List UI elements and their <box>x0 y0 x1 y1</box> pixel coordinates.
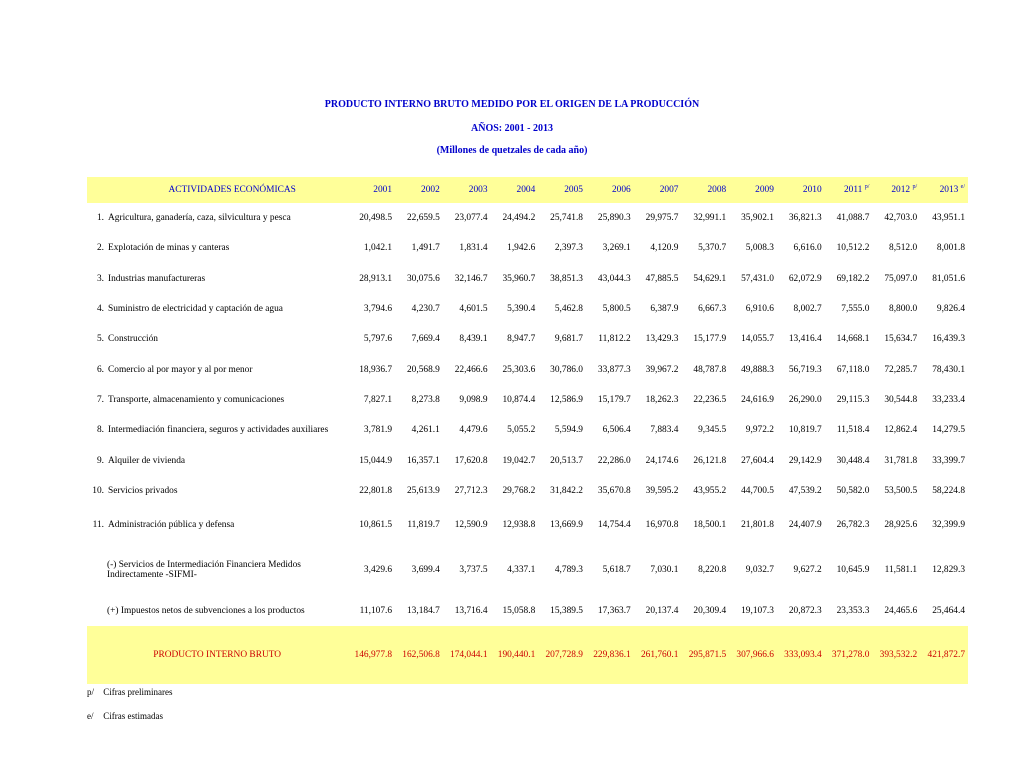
header-year: 2010 <box>802 185 822 195</box>
footnote-text: Cifras preliminares <box>103 687 173 697</box>
table-cell: 4,337.1 <box>507 564 536 575</box>
header-year: 2009 <box>755 185 774 195</box>
table-cell: 5,462.8 <box>554 304 583 315</box>
table-cell: 25,613.9 <box>406 485 440 496</box>
units-subtitle: (Millones de quetzales de cada año) <box>436 145 588 156</box>
table-row <box>87 203 968 233</box>
table-cell: 7,030.1 <box>650 564 679 575</box>
table-cell: 8,947.7 <box>507 334 536 345</box>
table-cell: 15,044.9 <box>359 455 393 466</box>
footnote-mark: e/ <box>87 711 94 721</box>
table-cell: 9,345.5 <box>698 425 727 436</box>
table-cell: 50,582.0 <box>836 485 870 496</box>
table-cell: 190,440.1 <box>497 649 536 660</box>
page-title: PRODUCTO INTERNO BRUTO MEDIDO POR EL ORIGEN DE LA PRODUCCIÓN <box>324 99 700 110</box>
table-cell: 30,786.0 <box>550 364 583 375</box>
table-cell: 14,055.7 <box>741 334 774 345</box>
table-cell: 261,760.1 <box>640 649 679 660</box>
row-label: 10. Servicios privados <box>92 485 178 496</box>
table-cell: 8,001.8 <box>936 243 965 254</box>
table-row <box>87 415 968 445</box>
row-label: (+) Impuestos netos de subvenciones a los productos <box>107 605 305 616</box>
header-year: 2001 <box>373 185 393 195</box>
table-row <box>87 324 968 354</box>
table-cell: 13,416.4 <box>788 334 822 345</box>
table-cell: 12,586.9 <box>550 394 583 405</box>
table-cell: 4,601.5 <box>459 304 488 315</box>
table-cell: 25,464.4 <box>932 605 965 616</box>
table-cell: 9,627.2 <box>793 564 822 575</box>
table-cell: 6,616.0 <box>793 243 822 254</box>
table-cell: 20,513.7 <box>550 455 583 466</box>
table-cell: 10,874.4 <box>502 394 536 405</box>
table-cell: 9,826.4 <box>936 304 965 315</box>
table-cell: 33,399.7 <box>932 455 965 466</box>
table-cell: 13,716.4 <box>454 605 488 616</box>
header-year: 2007 <box>659 185 679 195</box>
table-cell: 32,146.7 <box>454 273 488 284</box>
table-cell: 11,518.4 <box>836 425 870 436</box>
table-cell: 5,594.9 <box>554 425 583 436</box>
table-cell: 8,002.7 <box>793 304 822 315</box>
table-row <box>87 445 968 475</box>
table-cell: 14,668.1 <box>836 334 870 345</box>
table-cell: 3,429.6 <box>363 564 393 575</box>
table-cell: 18,500.1 <box>693 519 727 530</box>
table-cell: 15,058.8 <box>502 605 536 616</box>
table-cell: 31,781.8 <box>884 455 918 466</box>
table-cell: 3,737.5 <box>459 564 488 575</box>
table-cell: 39,967.2 <box>645 364 679 375</box>
table-cell: 3,794.6 <box>363 304 393 315</box>
table-cell: 7,827.1 <box>363 394 393 405</box>
gdp-table <box>87 177 968 684</box>
years-subtitle: AÑOS: 2001 - 2013 <box>471 123 553 134</box>
table-cell: 29,975.7 <box>645 213 679 224</box>
table-cell: 2,397.3 <box>554 243 583 254</box>
table-cell: 4,261.1 <box>411 425 440 436</box>
table-cell: 5,800.5 <box>602 304 631 315</box>
table-cell: 14,279.5 <box>932 425 965 436</box>
table-cell: 58,224.8 <box>932 485 965 496</box>
table-cell: 16,357.1 <box>406 455 440 466</box>
table-cell: 15,179.7 <box>597 394 631 405</box>
header-year: 2008 <box>707 185 727 195</box>
row-label: 3. Industrias manufactureras <box>96 273 206 284</box>
table-cell: 16,439.3 <box>932 334 965 345</box>
table-cell: 207,728.9 <box>545 649 583 660</box>
table-cell: 5,797.6 <box>363 334 393 345</box>
table-cell: 11,107.6 <box>359 605 393 616</box>
table-cell: 20,137.4 <box>645 605 679 616</box>
table-cell: 18,936.7 <box>359 364 393 375</box>
table-cell: 22,236.5 <box>693 394 727 405</box>
table-cell: 10,645.9 <box>836 564 870 575</box>
table-cell: 19,107.3 <box>741 605 774 616</box>
table-cell: 49,888.3 <box>741 364 774 375</box>
table-cell: 12,938.8 <box>502 519 536 530</box>
table-cell: 28,925.6 <box>884 519 918 530</box>
total-row <box>87 626 968 684</box>
table-row <box>87 385 968 415</box>
table-cell: 20,568.9 <box>406 364 440 375</box>
table-cell: 1,831.4 <box>459 243 488 254</box>
table-cell: 24,407.9 <box>788 519 822 530</box>
table-cell: 24,494.2 <box>502 213 536 224</box>
table-cell: 62,072.9 <box>788 273 822 284</box>
footnote-estimated <box>87 711 163 721</box>
table-cell: 1,042.1 <box>363 243 393 254</box>
table-cell: 72,285.7 <box>884 364 918 375</box>
row-label: 8. Intermediación financiera, seguros y actividades auxiliares <box>96 425 329 436</box>
table-cell: 57,431.0 <box>741 273 774 284</box>
table-cell: 43,951.1 <box>932 213 965 224</box>
table-cell: 6,506.4 <box>602 425 631 436</box>
footnote-text: Cifras estimadas <box>103 711 163 721</box>
table-cell: 75,097.0 <box>884 273 918 284</box>
footnote-preliminary <box>87 687 172 697</box>
row-label: 4. Suministro de electricidad y captación de agua <box>96 304 283 315</box>
table-cell: 146,977.8 <box>354 649 393 660</box>
row-label: 6. Comercio al por mayor y al por menor <box>96 364 253 375</box>
table-cell: 5,618.7 <box>602 564 631 575</box>
table-cell: 11,819.7 <box>407 519 440 530</box>
table-row <box>87 233 968 263</box>
table-row <box>87 264 968 294</box>
table-header-row <box>87 177 968 203</box>
table-cell: 17,363.7 <box>597 605 631 616</box>
table-cell: 6,910.6 <box>745 304 774 315</box>
table-cell: 26,290.0 <box>788 394 822 405</box>
table-cell: 3,269.1 <box>602 243 631 254</box>
table-cell: 25,303.6 <box>502 364 536 375</box>
table-cell: 44,700.5 <box>741 485 774 496</box>
table-cell: 20,309.4 <box>693 605 727 616</box>
table-cell: 33,233.4 <box>932 394 965 405</box>
table-cell: 29,115.3 <box>836 394 870 405</box>
table-cell: 7,555.0 <box>841 304 870 315</box>
table-cell: 27,712.3 <box>454 485 488 496</box>
table-cell: 8,800.0 <box>889 304 918 315</box>
table-cell: 43,044.3 <box>597 273 631 284</box>
table-cell: 14,754.4 <box>597 519 631 530</box>
table-cell: 8,439.1 <box>459 334 488 345</box>
table-cell: 23,077.4 <box>454 213 488 224</box>
table-cell: 8,512.0 <box>889 243 918 254</box>
sifmi-row <box>87 544 968 596</box>
table-cell: 22,286.0 <box>597 455 631 466</box>
table-cell: 28,913.1 <box>359 273 393 284</box>
table-cell: 30,544.8 <box>884 394 918 405</box>
table-cell: 162,506.8 <box>402 649 440 660</box>
table-cell: 32,399.9 <box>932 519 965 530</box>
table-cell: 48,787.8 <box>693 364 727 375</box>
table-cell: 8,220.8 <box>698 564 727 575</box>
table-cell: 5,390.4 <box>507 304 536 315</box>
table-cell: 15,177.9 <box>693 334 727 345</box>
table-cell: 43,955.2 <box>693 485 727 496</box>
table-row <box>87 476 968 506</box>
header-year: 2003 <box>468 185 488 195</box>
row-label: PRODUCTO INTERNO BRUTO <box>153 649 282 660</box>
table-cell: 22,801.8 <box>359 485 393 496</box>
table-cell: 1,491.7 <box>411 243 440 254</box>
table-cell: 15,634.7 <box>884 334 918 345</box>
table-cell: 25,741.8 <box>550 213 583 224</box>
table-cell: 10,819.7 <box>788 425 822 436</box>
table-cell: 33,877.3 <box>597 364 631 375</box>
table-cell: 5,008.3 <box>745 243 774 254</box>
table-cell: 26,782.3 <box>836 519 870 530</box>
table-cell: 32,991.1 <box>693 213 727 224</box>
table-cell: 29,142.9 <box>788 455 822 466</box>
table-cell: 27,604.4 <box>741 455 774 466</box>
table-row <box>87 506 968 544</box>
table-cell: 81,051.6 <box>932 273 965 284</box>
table-cell: 42,703.0 <box>884 213 918 224</box>
row-label: 2. Explotación de minas y canteras <box>96 243 230 254</box>
table-cell: 24,174.6 <box>645 455 679 466</box>
table-cell: 15,389.5 <box>550 605 583 616</box>
taxes-row <box>87 596 968 626</box>
table-cell: 69,182.2 <box>836 273 870 284</box>
header-year: 2012 $^{p/}$ <box>891 183 918 195</box>
table-cell: 78,430.1 <box>932 364 965 375</box>
row-label: 11. Administración pública y defensa <box>92 519 235 530</box>
table-cell: 38,851.3 <box>550 273 583 284</box>
table-cell: 4,789.3 <box>554 564 583 575</box>
table-cell: 47,885.5 <box>645 273 679 284</box>
table-cell: 24,616.9 <box>741 394 774 405</box>
table-row <box>87 294 968 324</box>
table-cell: 35,670.8 <box>597 485 631 496</box>
table-row <box>87 354 968 384</box>
table-cell: 4,120.9 <box>650 243 679 254</box>
table-cell: 67,118.0 <box>836 364 870 375</box>
header-year: 2005 <box>564 185 583 195</box>
table-cell: 295,871.5 <box>688 649 727 660</box>
table-cell: 6,387.9 <box>650 304 679 315</box>
table-cell: 8,273.8 <box>411 394 440 405</box>
table-cell: 18,262.3 <box>645 394 679 405</box>
table-cell: 10,861.5 <box>359 519 393 530</box>
table-cell: 5,370.7 <box>698 243 727 254</box>
table-cell: 30,448.4 <box>836 455 870 466</box>
table-cell: 21,801.8 <box>741 519 774 530</box>
table-cell: 30,075.6 <box>406 273 440 284</box>
header-year: 2013 $^{e/}$ <box>939 183 965 195</box>
row-label: 1. Agricultura, ganadería, caza, silvicultura y pesca <box>96 213 291 224</box>
table-cell: 53,500.5 <box>884 485 918 496</box>
table-cell: 4,479.6 <box>459 425 488 436</box>
table-cell: 47,539.2 <box>788 485 822 496</box>
table-cell: 22,659.5 <box>406 213 440 224</box>
table-cell: 3,699.4 <box>411 564 440 575</box>
table-cell: 7,883.4 <box>650 425 679 436</box>
table-cell: 229,836.1 <box>593 649 631 660</box>
table-cell: 3,781.9 <box>363 425 393 436</box>
table-cell: 29,768.2 <box>502 485 536 496</box>
table-cell: 11,812.2 <box>598 334 631 345</box>
table-cell: 174,044.1 <box>450 649 488 660</box>
table-cell: 23,353.3 <box>836 605 870 616</box>
table-cell: 56,719.3 <box>788 364 822 375</box>
footnote-mark: p/ <box>87 687 95 697</box>
table-cell: 1,942.6 <box>507 243 536 254</box>
table-cell: 12,829.3 <box>932 564 965 575</box>
table-cell: 20,872.3 <box>788 605 822 616</box>
table-cell: 11,581.1 <box>884 564 918 575</box>
table-cell: 421,872.7 <box>927 649 965 660</box>
table-cell: 13,184.7 <box>406 605 440 616</box>
table-cell: 6,667.3 <box>698 304 727 315</box>
table-cell: 393,532.2 <box>879 649 918 660</box>
header-year: 2006 <box>611 185 631 195</box>
table-cell: 9,972.2 <box>745 425 774 436</box>
table-cell: 20,498.5 <box>359 213 393 224</box>
table-cell: 24,465.6 <box>884 605 918 616</box>
table-cell: 12,862.4 <box>884 425 918 436</box>
table-cell: 4,230.7 <box>411 304 440 315</box>
table-cell: 19,042.7 <box>502 455 536 466</box>
row-label: 9. Alquiler de vivienda <box>96 455 186 466</box>
table-cell: 13,669.9 <box>550 519 583 530</box>
table-cell: 371,278.0 <box>831 649 870 660</box>
table-cell: 17,620.8 <box>454 455 488 466</box>
table-cell: 13,429.3 <box>645 334 679 345</box>
table-cell: 333,093.4 <box>784 649 822 660</box>
header-year: 2011 $^{p/}$ <box>843 183 870 195</box>
table-cell: 26,121.8 <box>693 455 727 466</box>
header-activities: ACTIVIDADES ECONÓMICAS <box>168 185 296 195</box>
table-cell: 12,590.9 <box>454 519 488 530</box>
header-year: 2002 <box>421 185 440 195</box>
table-cell: 5,055.2 <box>507 425 536 436</box>
table-cell: 41,088.7 <box>836 213 870 224</box>
table-cell: 25,890.3 <box>597 213 631 224</box>
row-label: (-) Servicios de Intermediación Financiera Medidos Indirectamente -SIFMI- <box>107 559 301 580</box>
table-cell: 39,595.2 <box>645 485 679 496</box>
table-cell: 22,466.6 <box>454 364 488 375</box>
table-cell: 9,681.7 <box>554 334 583 345</box>
table-cell: 35,902.1 <box>741 213 774 224</box>
table-cell: 307,966.6 <box>736 649 774 660</box>
row-label: 5. Construcción <box>96 334 158 345</box>
table-cell: 36,821.3 <box>788 213 822 224</box>
table-cell: 35,960.7 <box>502 273 536 284</box>
table-cell: 31,842.2 <box>550 485 583 496</box>
table-cell: 10,512.2 <box>836 243 870 254</box>
table-cell: 54,629.1 <box>693 273 727 284</box>
table-cell: 16,970.8 <box>645 519 679 530</box>
table-cell: 7,669.4 <box>411 334 440 345</box>
header-year: 2004 <box>516 185 536 195</box>
table-cell: 9,098.9 <box>459 394 488 405</box>
row-label: 7. Transporte, almacenamiento y comunicaciones <box>96 394 285 405</box>
table-cell: 9,032.7 <box>745 564 774 575</box>
